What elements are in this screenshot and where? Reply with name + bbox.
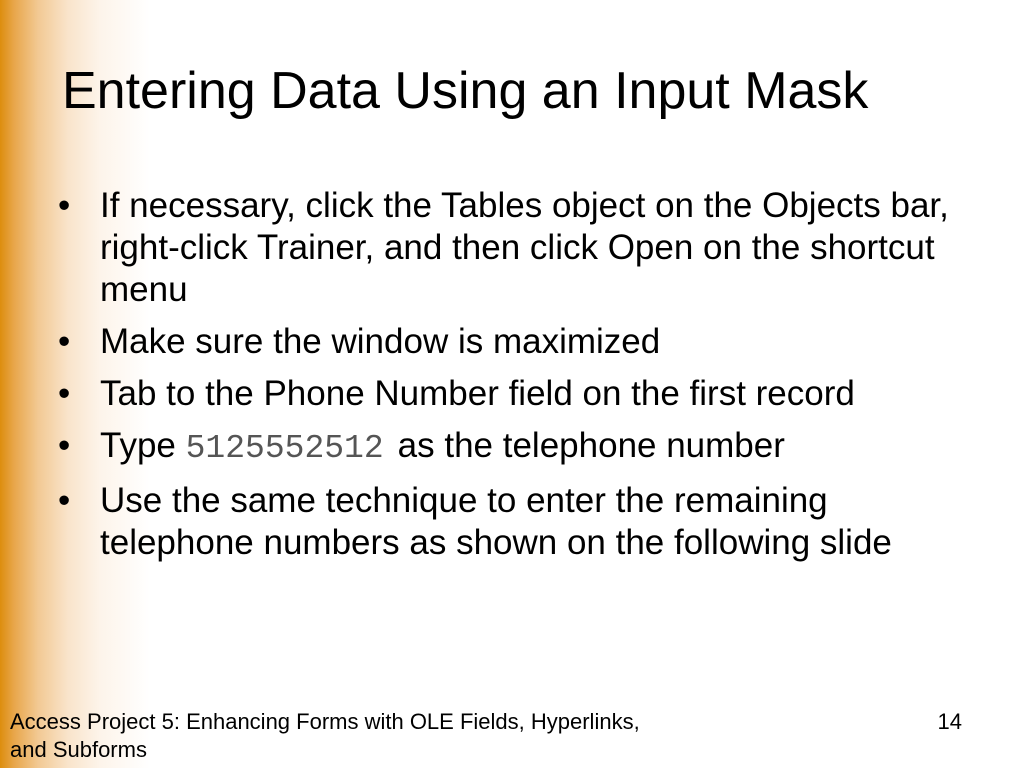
bullet-item bbox=[58, 373, 978, 415]
phone-number-code: 5125552512 bbox=[185, 430, 384, 467]
bullet-marker: • bbox=[58, 374, 71, 413]
bullet-list bbox=[58, 185, 978, 574]
bullet-item bbox=[58, 425, 978, 470]
footer-caption: Access Project 5: Enhancing Forms with OLE Fields, Hyperlinks, and Subforms bbox=[10, 709, 640, 762]
bullet-marker: • bbox=[58, 186, 71, 225]
bullet-marker: • bbox=[58, 426, 71, 465]
bullet-item bbox=[58, 480, 978, 564]
bullet-marker: • bbox=[58, 481, 71, 520]
slide-title: Entering Data Using an Input Mask bbox=[62, 62, 869, 120]
bullet-text: Make sure the window is maximized bbox=[100, 322, 661, 361]
bullet-text: Use the same technique to enter the remaining telephone numbers as shown on the following slide bbox=[100, 481, 892, 562]
bullet-text-before: Type bbox=[100, 426, 176, 465]
bullet-text: If necessary, click the Tables object on the Objects bar, right-click Trainer, and then click Open on the shortcut menu bbox=[100, 186, 949, 309]
bullet-item bbox=[58, 185, 978, 311]
bullet-text-after: as the telephone number bbox=[397, 426, 785, 465]
page-number: 14 bbox=[937, 709, 962, 734]
bullet-marker: • bbox=[58, 322, 71, 361]
bullet-text: Tab to the Phone Number field on the first record bbox=[100, 374, 855, 413]
bullet-item bbox=[58, 321, 978, 363]
